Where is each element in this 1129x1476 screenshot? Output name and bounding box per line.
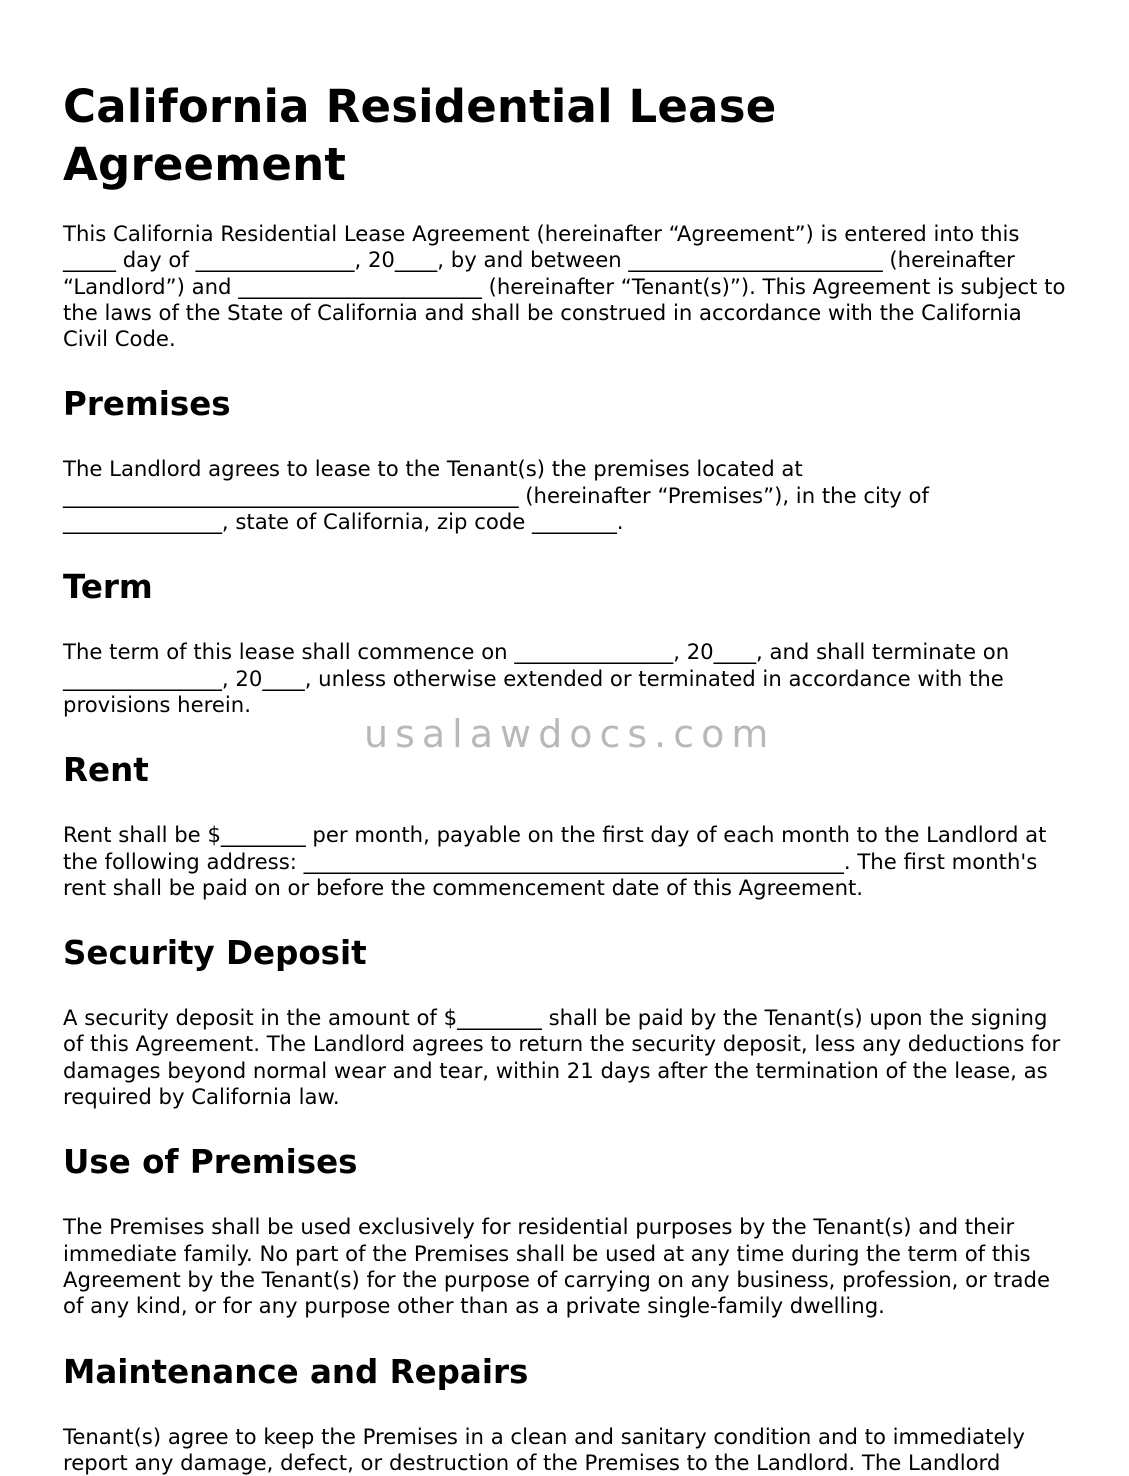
section-body-security-deposit: A security deposit in the amount of $________ shall be paid by the Tenant(s) upon the signing of this Agreement. The Landlord agrees to return the security deposit, less any deductions for damages beyond normal wear and tear, within 21 days after the termination of the lease, as required by California law. [63,1005,1061,1110]
document-title: California Residential Lease Agreement [63,80,777,191]
section-heading-use-of-premises: Use of Premises [63,1143,358,1182]
document-page [63,78,1073,1476]
section-heading-rent: Rent [63,751,149,790]
section-body-use-of-premises: The Premises shall be used exclusively for residential purposes by the Tenant(s) and their immediate family. No part of the Premises shall be used at any time during the term of this Agreement by the Tenant(s) for the purpose of carrying on any business, profession, or trade of any kind, or for any purpose other than as a private single-family dwelling. [63,1214,1051,1319]
section-heading-maintenance-and-repairs: Maintenance and Repairs [63,1352,529,1391]
watermark: usalawdocs.com [364,712,776,756]
section-body-premises: The Landlord agrees to lease to the Tenant(s) the premises located at ___________________________________________ (hereinafter “Premises”), in the city of _______________, state of California, zip code ________. [63,456,929,535]
section-heading-term: Term [63,568,153,607]
section-body-maintenance-and-repairs: Tenant(s) agree to keep the Premises in a clean and sanitary condition and to immediately report any damage, defect, or destruction of the Premises to the Landlord. The Landlord [63,1423,1025,1475]
section-heading-security-deposit: Security Deposit [63,934,367,973]
section-body-rent: Rent shall be $________ per month, payable on the first day of each month to the Landlord at the following address: ___________________________________________________. The first month's rent shall be paid on or before the commencement date of this Agreement. [63,822,1047,900]
section-body-term: The term of this lease shall commence on _______________, 20____, and shall terminate on _______________, 20____, unless otherwise extended or terminated in accordance with the provisions herein. [63,639,1010,717]
section-heading-premises: Premises [63,385,231,424]
intro-paragraph: This California Residential Lease Agreement (hereinafter “Agreement”) is entered into this _____ day of _______________, 20____, by and between ________________________ (hereinafter “Landlord”) and _______________________ (hereinafter “Tenant(s)”). This Agreement is subject to the laws of the State of California and shall be construed in accordance with the California Civil Code. [63,221,1066,352]
